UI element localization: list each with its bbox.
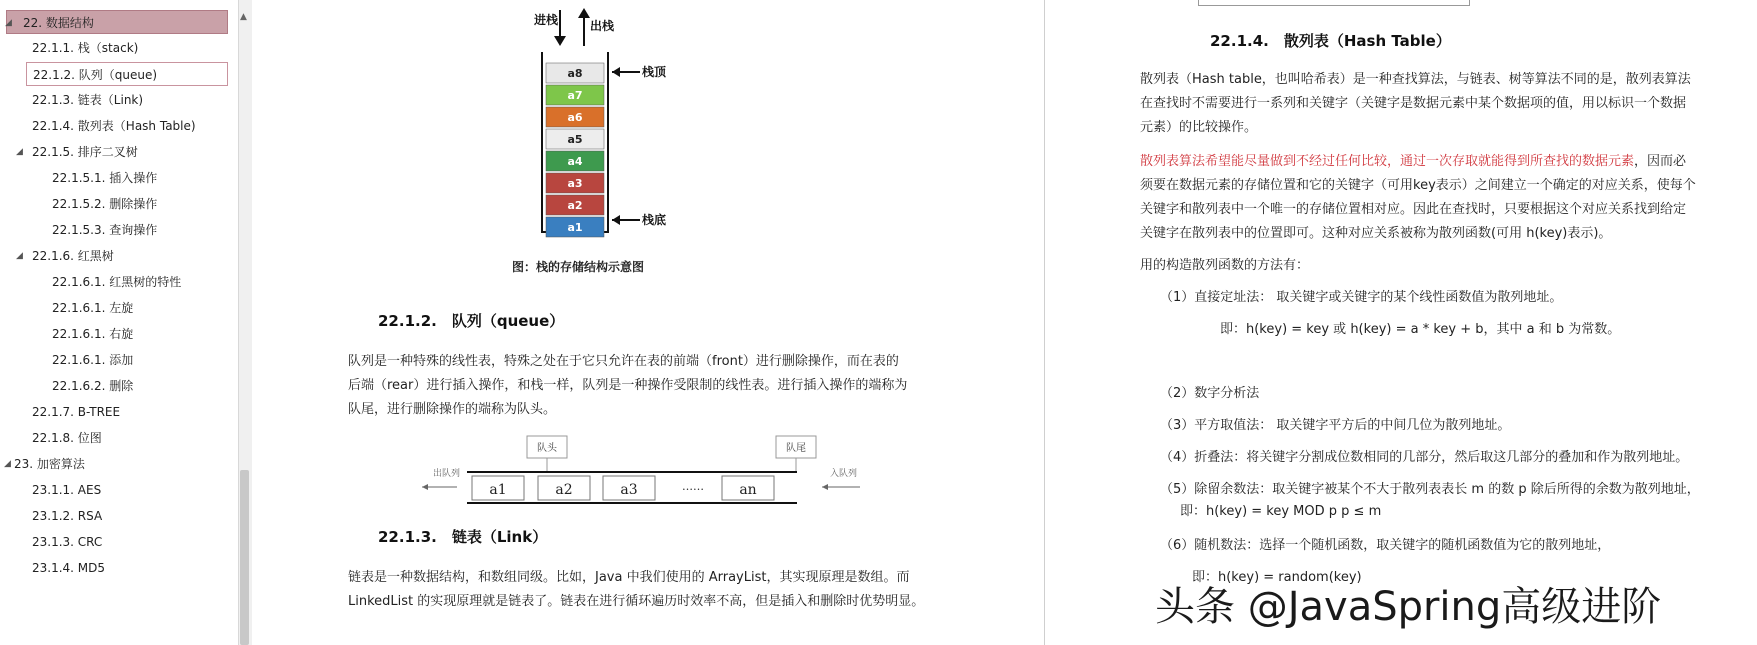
queue-cell-label: an <box>739 482 757 498</box>
toc-item[interactable] <box>32 400 120 424</box>
toc-item-label: 22.1.5. 排序二叉树 <box>32 145 138 159</box>
toc-item-label: 22. 数据结构 <box>23 16 94 30</box>
queue-head-label: 队头 <box>537 443 557 454</box>
method-5: （5）除留余数法：取关键字被某个不大于散列表表长 m 的数 p 除后所得的余数为散列地址， <box>1160 482 1700 497</box>
stack-cells <box>546 63 604 237</box>
hash-para2-tail: ，因而必 <box>1634 154 1687 169</box>
hash-para2-first-line <box>1140 150 1686 174</box>
stack-cell-label: a6 <box>567 111 583 124</box>
toc-item[interactable] <box>32 426 102 450</box>
toc-item-label: 22.1.4. 散列表（Hash Table) <box>32 119 196 133</box>
hash-heading: 22.1.4. 散列表（Hash Table） <box>1210 32 1451 50</box>
paragraph-line: 关键字和散列表中一个唯一的存储位置相对应。因此在查找时，只要根据这个对应关系找到给定 <box>1140 202 1687 217</box>
collapse-toggle-icon[interactable]: ◢ <box>5 18 12 28</box>
toc-item-label: 22.1.6.1. 添加 <box>52 353 134 367</box>
queue-cell-label: a3 <box>620 482 638 498</box>
stack-top-label: 栈顶 <box>642 65 667 79</box>
top-pointer-head <box>612 67 620 77</box>
method-1-formula: 即：h(key) = key 或 h(key) = a * key + b，其中 a 和 b 为常数。 <box>1220 322 1621 337</box>
toc-item-label: 22.1.1. 栈（stack) <box>32 41 139 55</box>
toc-item-label: 22.1.6.1. 右旋 <box>52 327 134 341</box>
toc-item[interactable] <box>32 504 102 528</box>
method-3: （3）平方取值法： 取关键字平方后的中间几位为散列地址。 <box>1160 418 1511 433</box>
toc-item[interactable] <box>32 556 105 580</box>
toc-scroll-thumb[interactable] <box>240 470 249 645</box>
stack-cell-label: a7 <box>567 89 583 102</box>
link-heading: 22.1.3. 链表（Link） <box>378 528 548 546</box>
toc-item[interactable] <box>52 218 157 242</box>
toc-item-label: 22.1.7. B-TREE <box>32 405 121 419</box>
toc-item-label: 22.1.8. 位图 <box>32 431 102 445</box>
toc-item[interactable] <box>32 36 138 60</box>
toc-item-label: 22.1.2. 队列（queue) <box>33 68 158 82</box>
stack-caption: 图：栈的存储结构示意图 <box>512 260 645 274</box>
scroll-up-icon[interactable]: ▲ <box>240 12 247 22</box>
toc-item[interactable] <box>52 192 157 216</box>
toc-item-label: 22.1.6.1. 红黑树的特性 <box>52 275 182 289</box>
method-6-formula: 即：h(key) = random(key) <box>1192 570 1362 585</box>
paragraph-line: 元素）的比较操作。 <box>1140 120 1258 135</box>
queue-in-label: 入队列 <box>830 469 858 479</box>
paragraph-line: 须要在数据元素的存储位置和它的关键字（可用key表示）之间建立一个确定的对应关系，使每个 <box>1140 178 1696 193</box>
queue-heading: 22.1.2. 队列（queue） <box>378 312 565 330</box>
paragraph-line: 后端（rear）进行插入操作，和栈一样，队列是一种操作受限制的线性表。进行插入操作的端称为 <box>348 378 908 393</box>
bottom-pointer-head <box>612 215 620 225</box>
toc-item[interactable] <box>52 322 133 346</box>
push-arrowhead <box>554 36 566 46</box>
toc-item-label: 22.1.5.3. 查询操作 <box>52 223 158 237</box>
method-4: （4）折叠法：将关键字分割成位数相同的几部分，然后取这几部分的叠加和作为散列地址。 <box>1160 450 1689 465</box>
method-2: （2）数字分析法 <box>1160 386 1260 401</box>
method-5-formula: 即：h(key) = key MOD p p ≤ m <box>1180 504 1382 519</box>
toc-item-label: 23.1.4. MD5 <box>32 561 106 575</box>
toc-item[interactable] <box>16 140 138 164</box>
toc-item[interactable] <box>52 270 181 294</box>
toc-item-label: 22.1.3. 链表（Link) <box>32 93 144 107</box>
toc-item[interactable] <box>6 10 228 34</box>
toc-item[interactable] <box>4 452 85 476</box>
collapse-toggle-icon[interactable]: ◢ <box>16 147 23 157</box>
toc-item[interactable] <box>32 114 196 138</box>
toc-item-label: 23.1.1. AES <box>32 483 102 497</box>
queue-out-arrowhead <box>422 484 428 490</box>
queue-cells <box>472 476 774 500</box>
push-label: 进栈 <box>534 13 559 27</box>
paragraph-line: LinkedList 的实现原理就是链表了。链表在进行循环遍历时效率不高，但是插入和删除时优势明显。 <box>348 594 925 609</box>
toc-sidebar <box>0 0 239 645</box>
stack-cell-label: a4 <box>567 155 583 168</box>
pop-label: 出栈 <box>590 19 615 33</box>
queue-cell-label: a1 <box>489 482 507 498</box>
paragraph-line: 在查找时不需要进行一系列和关键字（关键字是数据元素中某个数据项的值，用以标识一个数据 <box>1140 96 1687 111</box>
toc-item-label: 22.1.6. 红黑树 <box>32 249 114 263</box>
stack-cell-label: a1 <box>567 221 583 234</box>
toc-item[interactable] <box>26 62 228 86</box>
hash-red-emphasis: 散列表算法希望能尽量做到不经过任何比较，通过一次存取就能得到所查找的数据元素 <box>1140 154 1635 169</box>
collapse-toggle-icon[interactable]: ◢ <box>16 251 23 261</box>
toc-item-label: 23.1.3. CRC <box>32 535 103 549</box>
paragraph-line: 队列是一种特殊的线性表，特殊之处在于它只允许在表的前端（front）进行删除操作，而在表的 <box>348 354 899 369</box>
watermark: 头条 @JavaSpring高级进阶 <box>1155 584 1662 630</box>
methods-intro: 用的构造散列函数的方法有： <box>1140 258 1310 273</box>
document-page-right <box>1048 0 1757 645</box>
method-6: （6）随机数法：选择一个随机函数，取关键字的随机函数值为它的散列地址， <box>1160 538 1611 553</box>
queue-cell-label: a2 <box>555 482 573 498</box>
method-1: （1）直接定址法： 取关键字或关键字的某个线性函数值为散列地址。 <box>1160 290 1563 305</box>
toc-item-label: 22.1.6.1. 左旋 <box>52 301 134 315</box>
stack-cell-label: a3 <box>567 177 583 190</box>
queue-cell-label: …… <box>682 480 704 493</box>
toc-item[interactable] <box>52 348 133 372</box>
pop-arrowhead <box>578 8 590 18</box>
toc-item[interactable] <box>32 478 101 502</box>
toc-item-label: 23.1.2. RSA <box>32 509 103 523</box>
previous-figure-edge <box>1198 0 1470 6</box>
stack-bottom-label: 栈底 <box>642 213 667 227</box>
queue-tail-label: 队尾 <box>786 443 806 454</box>
toc-item[interactable] <box>32 530 102 554</box>
queue-in-arrowhead <box>822 484 828 490</box>
toc-item-label: 22.1.5.2. 删除操作 <box>52 197 158 211</box>
toc-item-label: 22.1.6.2. 删除 <box>52 379 134 393</box>
stack-cell-label: a2 <box>567 199 583 212</box>
toc-item[interactable] <box>52 374 133 398</box>
paragraph-line: 关键字在散列表中的位置即可。这种对应关系被称为散列函数(可用 h(key)表示)。 <box>1140 226 1612 241</box>
queue-out-label: 出队列 <box>432 469 460 479</box>
paragraph-line: 队尾，进行删除操作的端称为队头。 <box>348 402 557 417</box>
paragraph-line: 散列表（Hash table，也叫哈希表）是一种查找算法，与链表、树等算法不同的是，散列表算法 <box>1140 72 1691 87</box>
toc-item[interactable] <box>52 296 133 320</box>
toc-item[interactable] <box>52 166 157 190</box>
toc-item[interactable] <box>16 244 114 268</box>
collapse-toggle-icon[interactable]: ◢ <box>4 459 11 469</box>
queue-diagram <box>422 436 860 503</box>
toc-item-label: 22.1.5.1. 插入操作 <box>52 171 158 185</box>
document-page-left <box>262 0 1045 645</box>
paragraph-line: 链表是一种数据结构，和数组同级。比如，Java 中我们使用的 ArrayList，其实现原理是数组。而 <box>348 570 910 585</box>
stack-cell-label: a8 <box>567 67 583 80</box>
toc-item-label: 23. 加密算法 <box>14 457 85 471</box>
stack-cell-label: a5 <box>567 133 583 146</box>
toc-item[interactable] <box>32 88 143 112</box>
